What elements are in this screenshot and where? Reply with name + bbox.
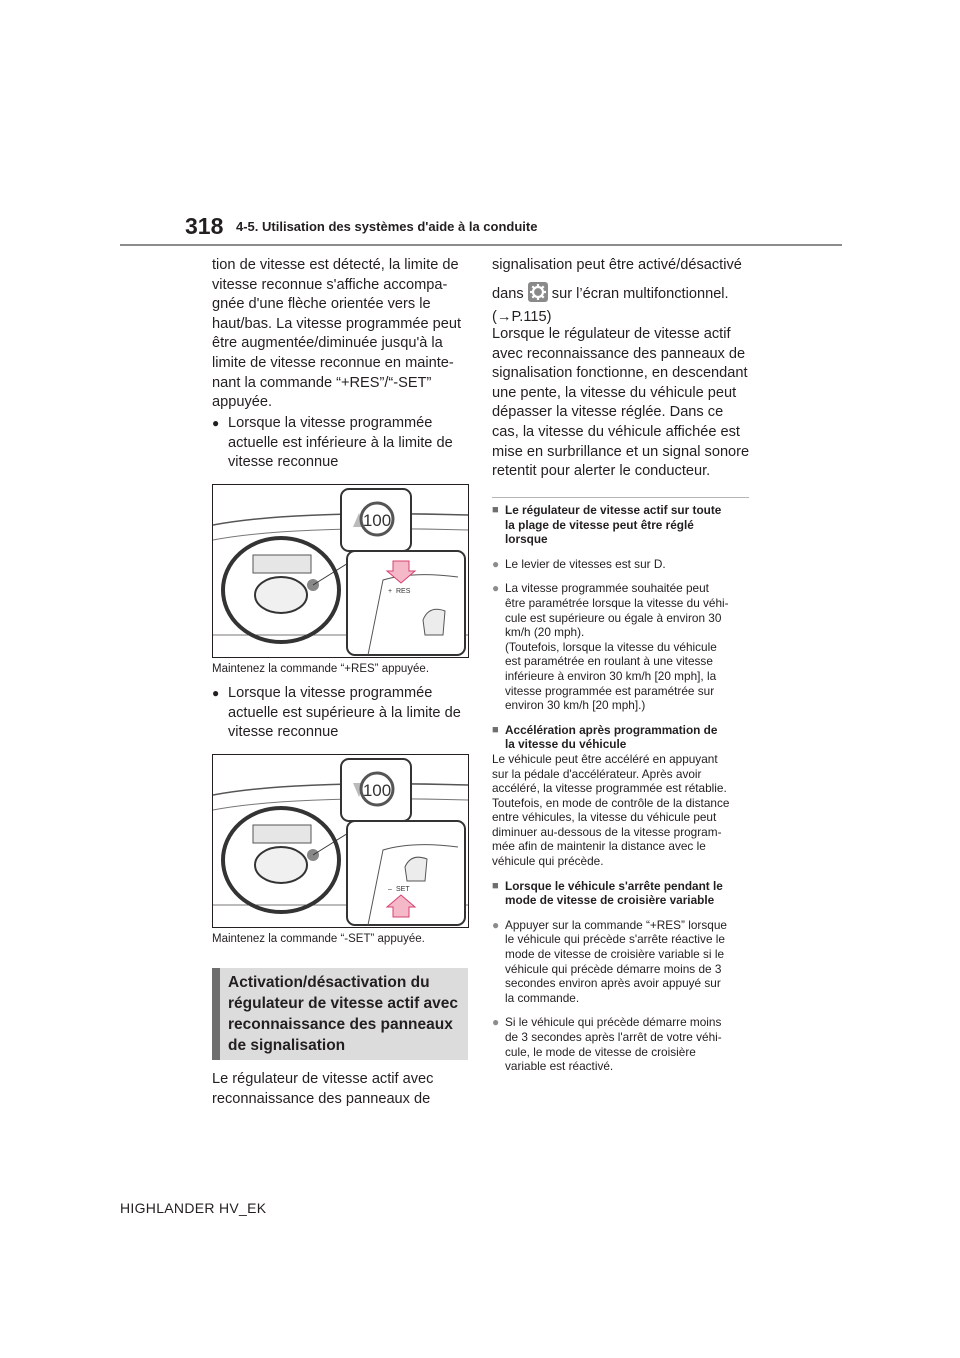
set-button-label: SET: [396, 886, 410, 893]
text-line: nant la commande “+RES”/“-SET”: [212, 374, 432, 391]
text-line: dépasser la vitesse réglée. Dans ce: [492, 404, 724, 421]
outro-paragraph: [212, 1070, 474, 1109]
right-intro: [492, 256, 754, 328]
bullet-dot-icon: ●: [492, 556, 500, 571]
text-line: appuyée.: [212, 394, 273, 411]
section-divider: [492, 497, 749, 498]
text-line: vitesse reconnue s'affiche accompa-: [212, 276, 448, 293]
text-line: Le régulateur de vitesse actif avec: [212, 1071, 434, 1087]
figure-set-illustration: [212, 754, 469, 928]
text-fragment: dans: [492, 285, 524, 302]
bullet-dot-icon: ●: [492, 1015, 500, 1030]
gear-icon: [528, 282, 548, 302]
text-line: mise en surbrillance et un signal sonore: [492, 443, 750, 460]
square-bullet-icon: ■: [492, 723, 499, 736]
figure-set-caption: Maintenez la commande “-SET” appuyée.: [212, 933, 425, 945]
text-line: haut/bas. La vitesse programmée peut: [212, 315, 462, 332]
footer-model: HIGHLANDER HV_EK: [120, 1200, 267, 1216]
page-number: 318: [185, 213, 224, 239]
bullet-dot-icon: ●: [212, 686, 220, 700]
square-bullet-icon: ■: [492, 879, 499, 892]
text-line: vitesse reconnue: [228, 454, 339, 471]
figure-res-caption: Maintenez la commande “+RES” appuyée.: [212, 663, 430, 675]
speed-limit-value: 100: [362, 781, 392, 800]
text-line: une pente, la vitesse du véhicule peut: [492, 384, 737, 401]
bullet-dot-icon: ●: [492, 917, 500, 932]
bullet-dot-icon: ●: [492, 581, 500, 596]
text-line: Lorsque la vitesse programmée: [228, 685, 433, 701]
text-line: gnée d'une flèche orientée vers le: [212, 296, 431, 313]
text-line: être augmentée/diminuée jusqu'à la: [212, 335, 443, 352]
text-fragment: sur l’écran multifonctionnel.: [551, 285, 729, 302]
text-line: actuelle est inférieure à la limite de: [228, 434, 453, 451]
section-title: 4-5. Utilisation des systèmes d'aide à la conduite: [236, 219, 538, 234]
bullet-upper-limit: [212, 684, 474, 743]
right-paragraph: [492, 325, 754, 482]
speed-limit-value: 100: [362, 511, 392, 530]
text-line: tion de vitesse est détecté, la limite de: [212, 257, 459, 273]
text-line: limite de vitesse reconnue en mainte-: [212, 354, 454, 371]
svg-text:+: +: [388, 588, 393, 595]
text-line: Lorsque la vitesse programmée: [228, 415, 433, 431]
res-button-label: RES: [396, 588, 411, 595]
text-line: cas, la vitesse du véhicule affichée est: [492, 423, 740, 440]
text-line: vitesse reconnue: [228, 724, 339, 741]
right-notes: ■ Le régulateur de vitesse actif sur toute la plage de vitesse peut être réglé lorsque ● Le levier de vitesses est sur D. ● La vitesse programmée souhaitée peut être paramétrée lorsque la vitesse du véhi- cule est supérieure ou égale à environ 30 km/h (20 mph). (Toutefois, lorsque la vitesse du véhicule est paramétrée en roulant à une vitesse inférieure à environ 30 km/h [20 mph], la vitesse programmée est paramétrée sur environ 30 km/h [20 mph].) ■ Accélération après programmation de la vitesse du véhicule Le véhicule peut être accéléré en appuyant sur la pédale d'accélérateur. Après avoir accéléré, la vitesse programmée est rétablie. Toutefois, en mode de contrôle de la distance entre véhicules, la vitesse du véhicule peut diminuer au-dessous de la vitesse program- mée afin de maintenir la distance avec le véhicule qui précède. ■ Lorsque le véhicule s'arrête pendant le mode de vitesse de croisière variable ● Appuyer sur la commande “+RES” lorsque le véhicule qui précède s'arrête réactive le mode de vitesse de croisière variable si le véhicule qui précède démarre moins de 3 secondes environ après avoir appuyé sur la commande. ● Si le véhicule qui précède démarre moins de 3 secondes après l'arrêt de votre véhi- cule, le mode de vitesse de croisière variable est réactivé.: [492, 503, 730, 1074]
header-divider: [120, 244, 842, 246]
heading-line: reconnaissance des panneaux: [228, 1016, 453, 1033]
figure-res-illustration: [212, 484, 469, 658]
svg-text:–: –: [388, 886, 392, 893]
text-line: Lorsque le régulateur de vitesse actif: [492, 326, 731, 342]
text-line: actuelle est supérieure à la limite de: [228, 704, 461, 721]
text-line: reconnaissance des panneaux de: [212, 1090, 431, 1107]
heading-line: de signalisation: [228, 1037, 346, 1054]
text-line: retentit pour alerter le conducteur.: [492, 463, 711, 480]
bullet-lower-limit: [212, 414, 474, 473]
bullet-dot-icon: ●: [212, 416, 220, 430]
intro-paragraph: [212, 256, 474, 413]
text-line: signalisation peut être activé/désactivé: [492, 257, 742, 273]
page-reference: (→P.115): [492, 309, 552, 326]
heading-line: régulateur de vitesse actif avec: [228, 995, 459, 1012]
heading-line: Activation/désactivation du: [228, 974, 430, 991]
text-line: signalisation fonctionne, en descendant: [492, 365, 748, 382]
section-heading-box: [212, 968, 468, 1060]
text-line: avec reconnaissance des panneaux de: [492, 345, 746, 362]
square-bullet-icon: ■: [492, 504, 499, 516]
